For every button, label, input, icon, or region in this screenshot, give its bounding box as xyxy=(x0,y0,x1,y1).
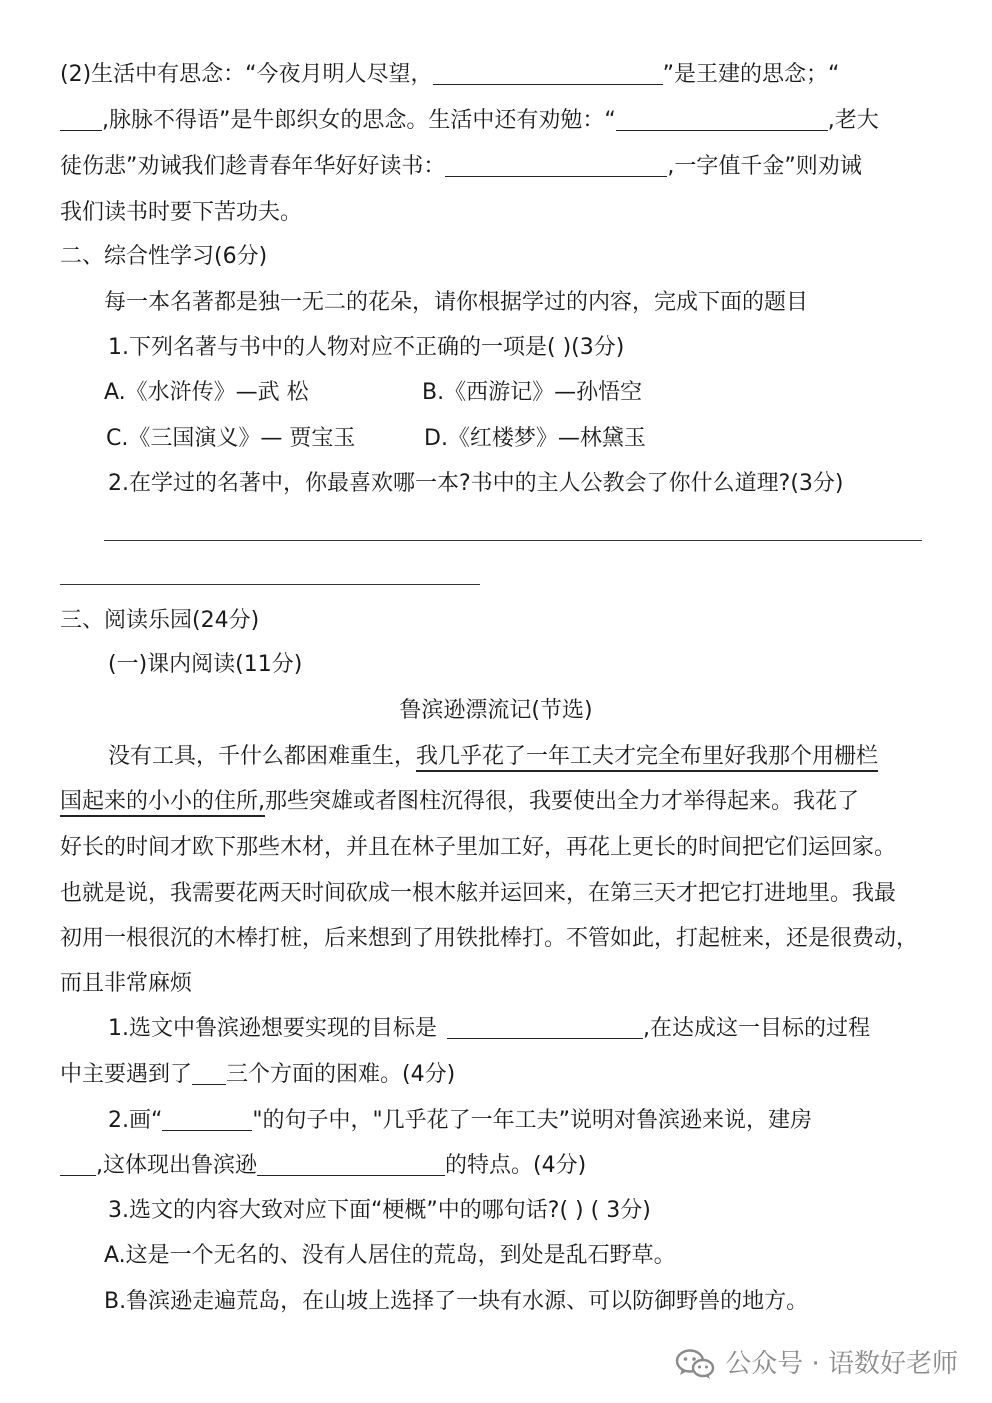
passage-text: 那些突雄或者图柱沉得很，我要使出全力才举得起来。我花了 xyxy=(265,789,860,814)
reading-question-3: 3.选文的内容大致对应下面“梗概”中的哪句话?( ) ( 3分) xyxy=(108,1198,651,1223)
answer-blank[interactable] xyxy=(162,1104,252,1131)
option-d: D.《红楼梦》—林黛玉 xyxy=(424,426,646,451)
passage-line-6: 而且非常麻烦 xyxy=(60,971,193,996)
option-c: C.《三国演义》— 贾宝玉 xyxy=(106,426,356,451)
question-text: "的句子中，"几乎花了一年工夫”说明对鲁滨逊来说，建房 xyxy=(252,1108,813,1133)
passage-line-1 xyxy=(108,740,932,774)
q2-text: ,一字值千金”则劝诫 xyxy=(667,154,862,179)
passage-text: 没有工具，千什么都困难重生， xyxy=(108,744,417,769)
option-b: B.《西游记》—孙悟空 xyxy=(422,380,643,405)
question-text: 1.选文中鲁滨逊想要实现的目标是 xyxy=(108,1016,437,1041)
section2-heading: 二、综合性学习(6分) xyxy=(60,244,268,269)
answer-blank[interactable] xyxy=(60,104,102,131)
reading-question-2-line-2 xyxy=(60,1149,932,1183)
q2-line-4: 我们读书时要下苦功夫。 xyxy=(60,200,303,225)
q2-text: ”是王建的思念；“ xyxy=(662,62,840,87)
wechat-icon xyxy=(675,1348,715,1380)
answer-blank[interactable] xyxy=(447,1012,643,1039)
answer-line[interactable] xyxy=(60,584,480,585)
question-text: 三个方面的困难。(4分) xyxy=(226,1062,456,1087)
section2-question-1: 1.下列名著与书中的人物对应不正确的一项是( )(3分) xyxy=(108,335,625,360)
q2-line-3 xyxy=(60,150,932,184)
question-text: ,在达成这一目标的过程 xyxy=(643,1016,870,1041)
q2-line-1 xyxy=(60,58,932,92)
reading-question-2-line-1 xyxy=(108,1104,932,1138)
question-text: 2.画“ xyxy=(108,1108,163,1133)
question-text: 中主要遇到了 xyxy=(60,1062,193,1087)
question-text: 的特点。(4分) xyxy=(445,1153,587,1178)
answer-blank[interactable] xyxy=(60,1149,96,1176)
q2-text: ,脉脉不得语”是牛郎织女的思念。生活中还有劝勉：“ xyxy=(102,108,616,133)
section3-subheading: (一)课内阅读(11分) xyxy=(108,652,303,677)
answer-blank[interactable] xyxy=(616,104,828,131)
underlined-sentence: 我几乎花了一年工夫才完全布里好我那个用栅栏 xyxy=(416,744,878,772)
answer-line[interactable] xyxy=(104,540,922,541)
watermark xyxy=(675,1346,958,1382)
section2-question-2: 2.在学过的名著中，你最喜欢哪一本?书中的主人公教会了你什么道理?(3分) xyxy=(108,471,844,496)
question-text: ,这体现出鲁滨逊 xyxy=(96,1153,257,1178)
answer-blank[interactable] xyxy=(433,58,663,85)
q2-text: ,老大 xyxy=(827,108,879,133)
answer-blank[interactable] xyxy=(192,1058,226,1085)
q2-line-2 xyxy=(60,104,932,138)
section3-heading: 三、阅读乐园(24分) xyxy=(60,608,260,633)
passage-line-2 xyxy=(60,785,932,819)
reading-question-1-line-2 xyxy=(60,1058,932,1092)
q2-text: (2)生活中有思念：“今夜月明人尽望， xyxy=(60,62,433,87)
passage-line-5: 初用一根很沉的木棒打桩，后来想到了用铁批棒打。不管如此，打起桩来，还是很费动， xyxy=(60,926,919,951)
option-a: A.这是一个无名的、没有人居住的荒岛，到处是乱石野草。 xyxy=(104,1243,676,1268)
passage-line-3: 好长的时间才欧下那些木材，并且在林子里加工好，再花上更长的时间把它们运回家。 xyxy=(60,835,897,860)
q2-text: 徒伤悲”劝诫我们趁青春年华好好读书： xyxy=(60,154,446,179)
option-b: B.鲁滨逊走遍荒岛，在山坡上选择了一块有水源、可以防御野兽的地方。 xyxy=(104,1289,809,1314)
answer-blank[interactable] xyxy=(445,150,667,177)
watermark-text: 公众号 · 语数好老师 xyxy=(725,1349,958,1379)
underlined-sentence: 国起来的小小的住所, xyxy=(60,789,265,817)
answer-blank[interactable] xyxy=(257,1149,445,1176)
reading-question-1-line-1 xyxy=(108,1012,932,1046)
option-a: A.《水浒传》—武 松 xyxy=(104,380,309,405)
section2-intro: 每一本名著都是独一无二的花朵，请你根据学过的内容，完成下面的题目 xyxy=(104,290,809,315)
passage-line-4: 也就是说，我需要花两天时间砍成一根木舷并运回来，在第三天才把它打进地里。我最 xyxy=(60,881,897,906)
passage-title: 鲁滨逊漂流记(节选) xyxy=(399,698,593,723)
